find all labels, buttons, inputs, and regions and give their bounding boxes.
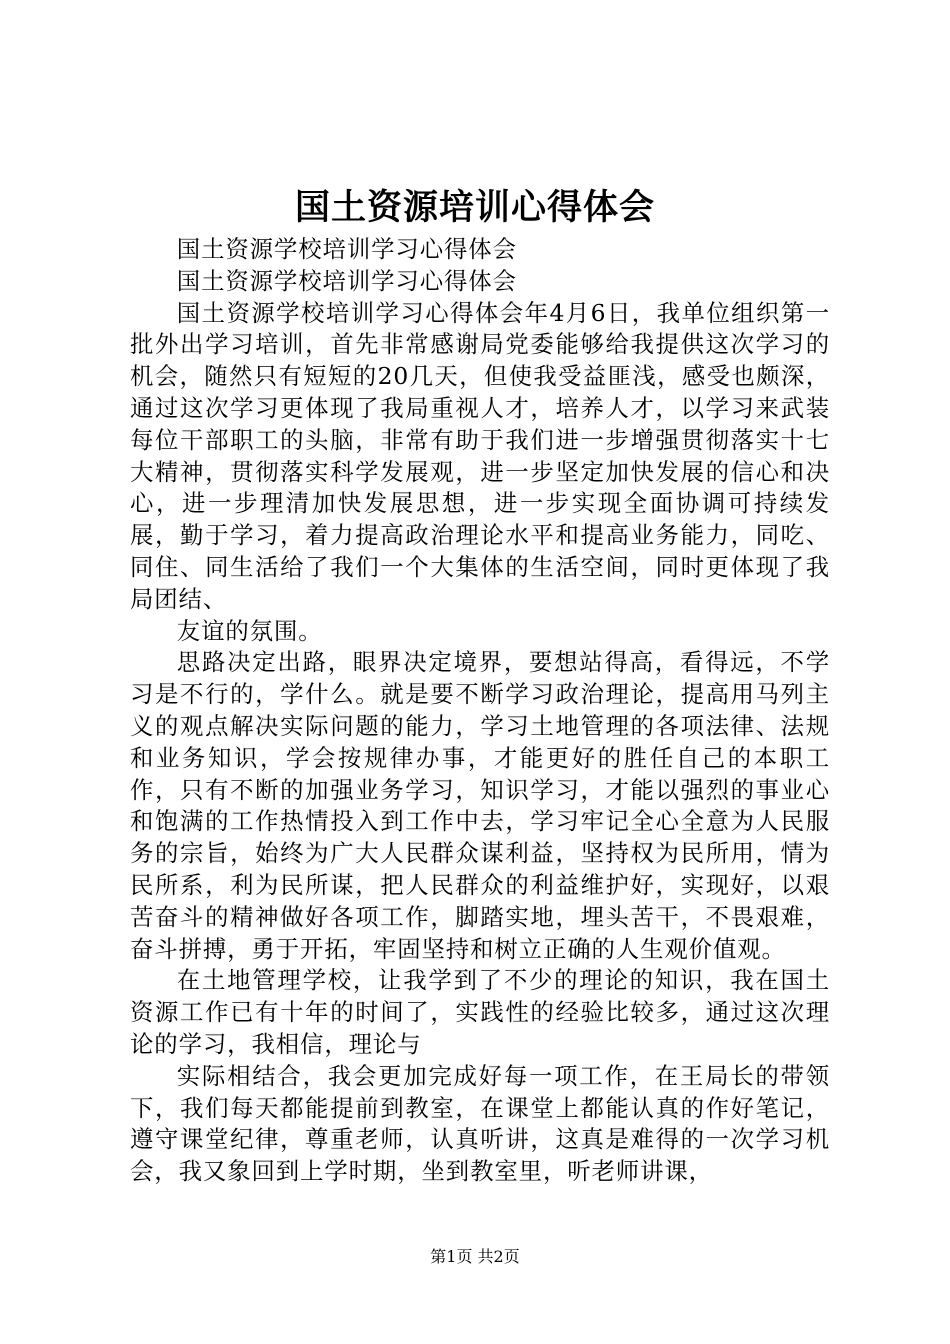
document-body [130,234,830,1188]
body-paragraph: 友谊的氛围。 [176,616,323,645]
body-paragraph: 在土地管理学校，让我学到了不少的理论的知识，我在国土资源工作已有十年的时间了，实践性的经验比较多，通过这次理论的学习，我相信，理论与 [130,966,830,1058]
body-paragraph: 国土资源学校培训学习心得体会 [176,266,517,295]
document-title: 国土资源培训心得体会 [294,187,655,228]
page-footer: 第1页 共2页 [430,1247,520,1266]
body-paragraph: 国土资源学校培训学习心得体会年4月6日，我单位组织第一批外出学习培训，首先非常感谢局党委能够给我提供这次学习的机会，随然只有短短的20几天，但使我受益匪浅，感受也颇深，通过这次学习更体现了我局重视人才，培养人才，以学习来武装每位干部职工的头脑，非常有助于我们进一步增强贯彻落实十七大精神，贯彻落实科学发展观，进一步坚定加快发展的信心和决心，进一步理清加快发展思想，进一步实现全面协调可持续发展，勤于学习，着力提高政治理论水平和提高业务能力，同吃、同住、同生活给了我们一个大集体的生活空间，同时更体现了我局团结、 [130,298,830,613]
body-paragraph: 实际相结合，我会更加完成好每一项工作，在王局长的带领下，我们每天都能提前到教室，在课堂上都能认真的作好笔记，遵守课堂纪律，尊重老师，认真听讲，这真是难得的一次学习机会，我又象回到上学时期，坐到教室里，听老师讲课， [130,1061,830,1186]
body-paragraph: 思路决定出路，眼界决定境界，要想站得高，看得远，不学习是不行的，学什么。就是要不断学习政治理论，提高用马列主义的观点解决实际问题的能力，学习土地管理的各项法律、法规和业务知识，学会按规律办事，才能更好的胜任自己的本职工作，只有不断的加强业务学习，知识学习，才能以强烈的事业心和饱满的工作热情投入到工作中去，学习牢记全心全意为人民服务的宗旨，始终为广大人民群众谋利益，坚持权为民所用，情为民所系，利为民所谋，把人民群众的利益维护好，实现好，以艰苦奋斗的精神做好各项工作，脚踏实地，埋头苦干，不畏艰难，奋斗拼搏，勇于开拓，牢固坚持和树立正确的人生观价值观。 [130,648,830,963]
body-paragraph: 国土资源学校培训学习心得体会 [176,235,517,263]
